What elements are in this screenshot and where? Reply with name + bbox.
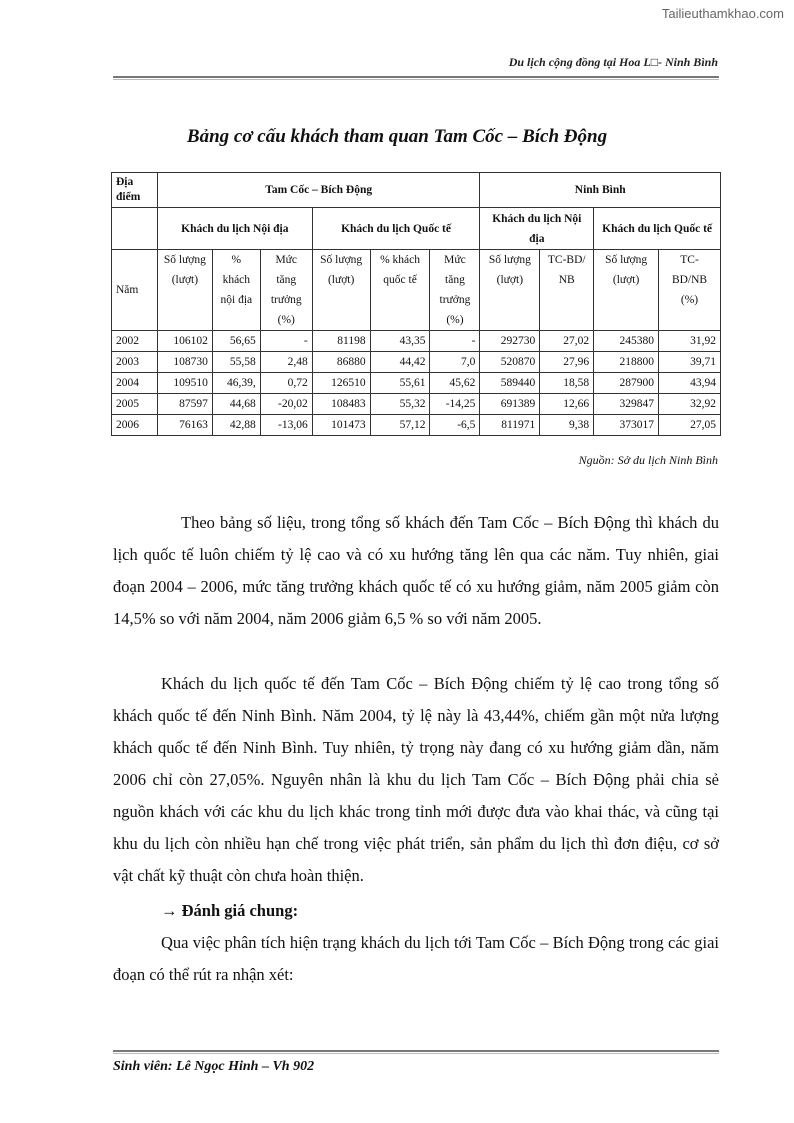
visitor-structure-table xyxy=(111,172,721,436)
col-header: % khách nội địa xyxy=(212,250,260,331)
footer-author: Sinh viên: Lê Ngọc Hinh – Vh 902 xyxy=(113,1059,315,1074)
table-header-row-2 xyxy=(112,208,721,250)
col-header: Số lượng (lượt) xyxy=(594,250,659,331)
col-header: TC-BD/ NB xyxy=(540,250,594,331)
subheader-tc-international: Khách du lịch Quốc tế xyxy=(312,208,480,250)
table-title: Bảng cơ cấu khách tham quan Tam Cốc – Bích Động xyxy=(186,126,608,147)
group-header-ninh-binh: Ninh Bình xyxy=(480,173,721,208)
subheader-nb-domestic: Khách du lịch Nội địa xyxy=(480,208,594,250)
heading-text: Đánh giá chung: xyxy=(181,901,299,920)
col-header: Số lượng (lượt) xyxy=(480,250,540,331)
col-header: % khách quốc tế xyxy=(370,250,430,331)
subheader-nb-international: Khách du lịch Quốc tế xyxy=(594,208,721,250)
col-header: Mức tăng trưởng (%) xyxy=(430,250,480,331)
watermark: Tailieuthamkhao.com xyxy=(661,6,784,21)
table-header-row-1 xyxy=(112,173,721,208)
header-rule xyxy=(113,76,719,80)
col-header: Số lượng (lượt) xyxy=(157,250,212,331)
table-row: 2002 106102 56,65 - 81198 43,35 - 292730 27,02 245380 31,92 xyxy=(112,331,721,352)
table-row: 2004 109510 46,39, 0,72 126510 55,61 45,62 589440 18,58 287900 43,94 xyxy=(112,373,721,394)
col-header: TC-BD/NB (%) xyxy=(659,250,721,331)
arrow-right-icon: → xyxy=(161,901,178,920)
corner-cell: Địa điểm xyxy=(112,173,158,208)
col-header: Mức tăng trưởng (%) xyxy=(260,250,312,331)
running-header: Du lịch cộng đồng tại Hoa L□- Ninh Bình xyxy=(508,55,718,69)
subheader-tc-domestic: Khách du lịch Nội địa xyxy=(157,208,312,250)
table-row: 2003 108730 55,58 2,48 86880 44,42 7,0 520870 27,96 218800 39,71 xyxy=(112,352,721,373)
footer-rule xyxy=(113,1050,719,1054)
col-header: Số lượng (lượt) xyxy=(312,250,370,331)
table-row: 2006 76163 42,88 -13,06 101473 57,12 -6,5 811971 9,38 373017 27,05 xyxy=(112,415,721,436)
section-heading xyxy=(113,895,719,927)
paragraph-2: Khách du lịch quốc tế đến Tam Cốc – Bích Động chiếm tỷ lệ cao trong tổng số khách quốc tế đến Ninh Bình. Năm 2004, tỷ lệ này là 43,44%, chiếm gần một nửa lượng khách quốc tế đến Ninh Bình. Tuy nhiên, tỷ trọng này đang có xu hướng giảm dần, năm 2006 chỉ còn 27,05%. Nguyên nhân là khu du lịch Tam Cốc – Bích Động phải chia sẻ nguồn khách với các khu du lịch khác trong tỉnh mới được đưa vào khai thác, và cũng tại khu du lịch còn nhiều hạn chế trong việc phát triển, sản phẩm du lịch thì đơn điệu, cơ sở vật chất kỹ thuật còn chưa hoàn thiện. xyxy=(113,674,719,885)
paragraph-1: Theo bảng số liệu, trong tổng số khách đến Tam Cốc – Bích Động thì khách du lịch quốc tế luôn chiếm tỷ lệ cao và có xu hướng tăng lên qua các năm. Tuy nhiên, giai đoạn 2004 – 2006, mức tăng trưởng khách quốc tế có xu hướng giảm, năm 2005 giảm còn 14,5% so với năm 2004, năm 2006 giảm 6,5 % so với năm 2005. xyxy=(113,513,719,628)
paragraph-3: Qua việc phân tích hiện trạng khách du lịch tới Tam Cốc – Bích Động trong các giai đoạn có thể rút ra nhận xét: xyxy=(113,933,719,984)
table-row: 2005 87597 44,68 -20,02 108483 55,32 -14,25 691389 12,66 329847 32,92 xyxy=(112,394,721,415)
group-header-tam-coc: Tam Cốc – Bích Động xyxy=(157,173,479,208)
table-source: Nguồn: Sở du lịch Ninh Bình xyxy=(578,453,718,467)
table-header-row-3 xyxy=(112,250,721,331)
year-label: Năm xyxy=(112,250,158,331)
